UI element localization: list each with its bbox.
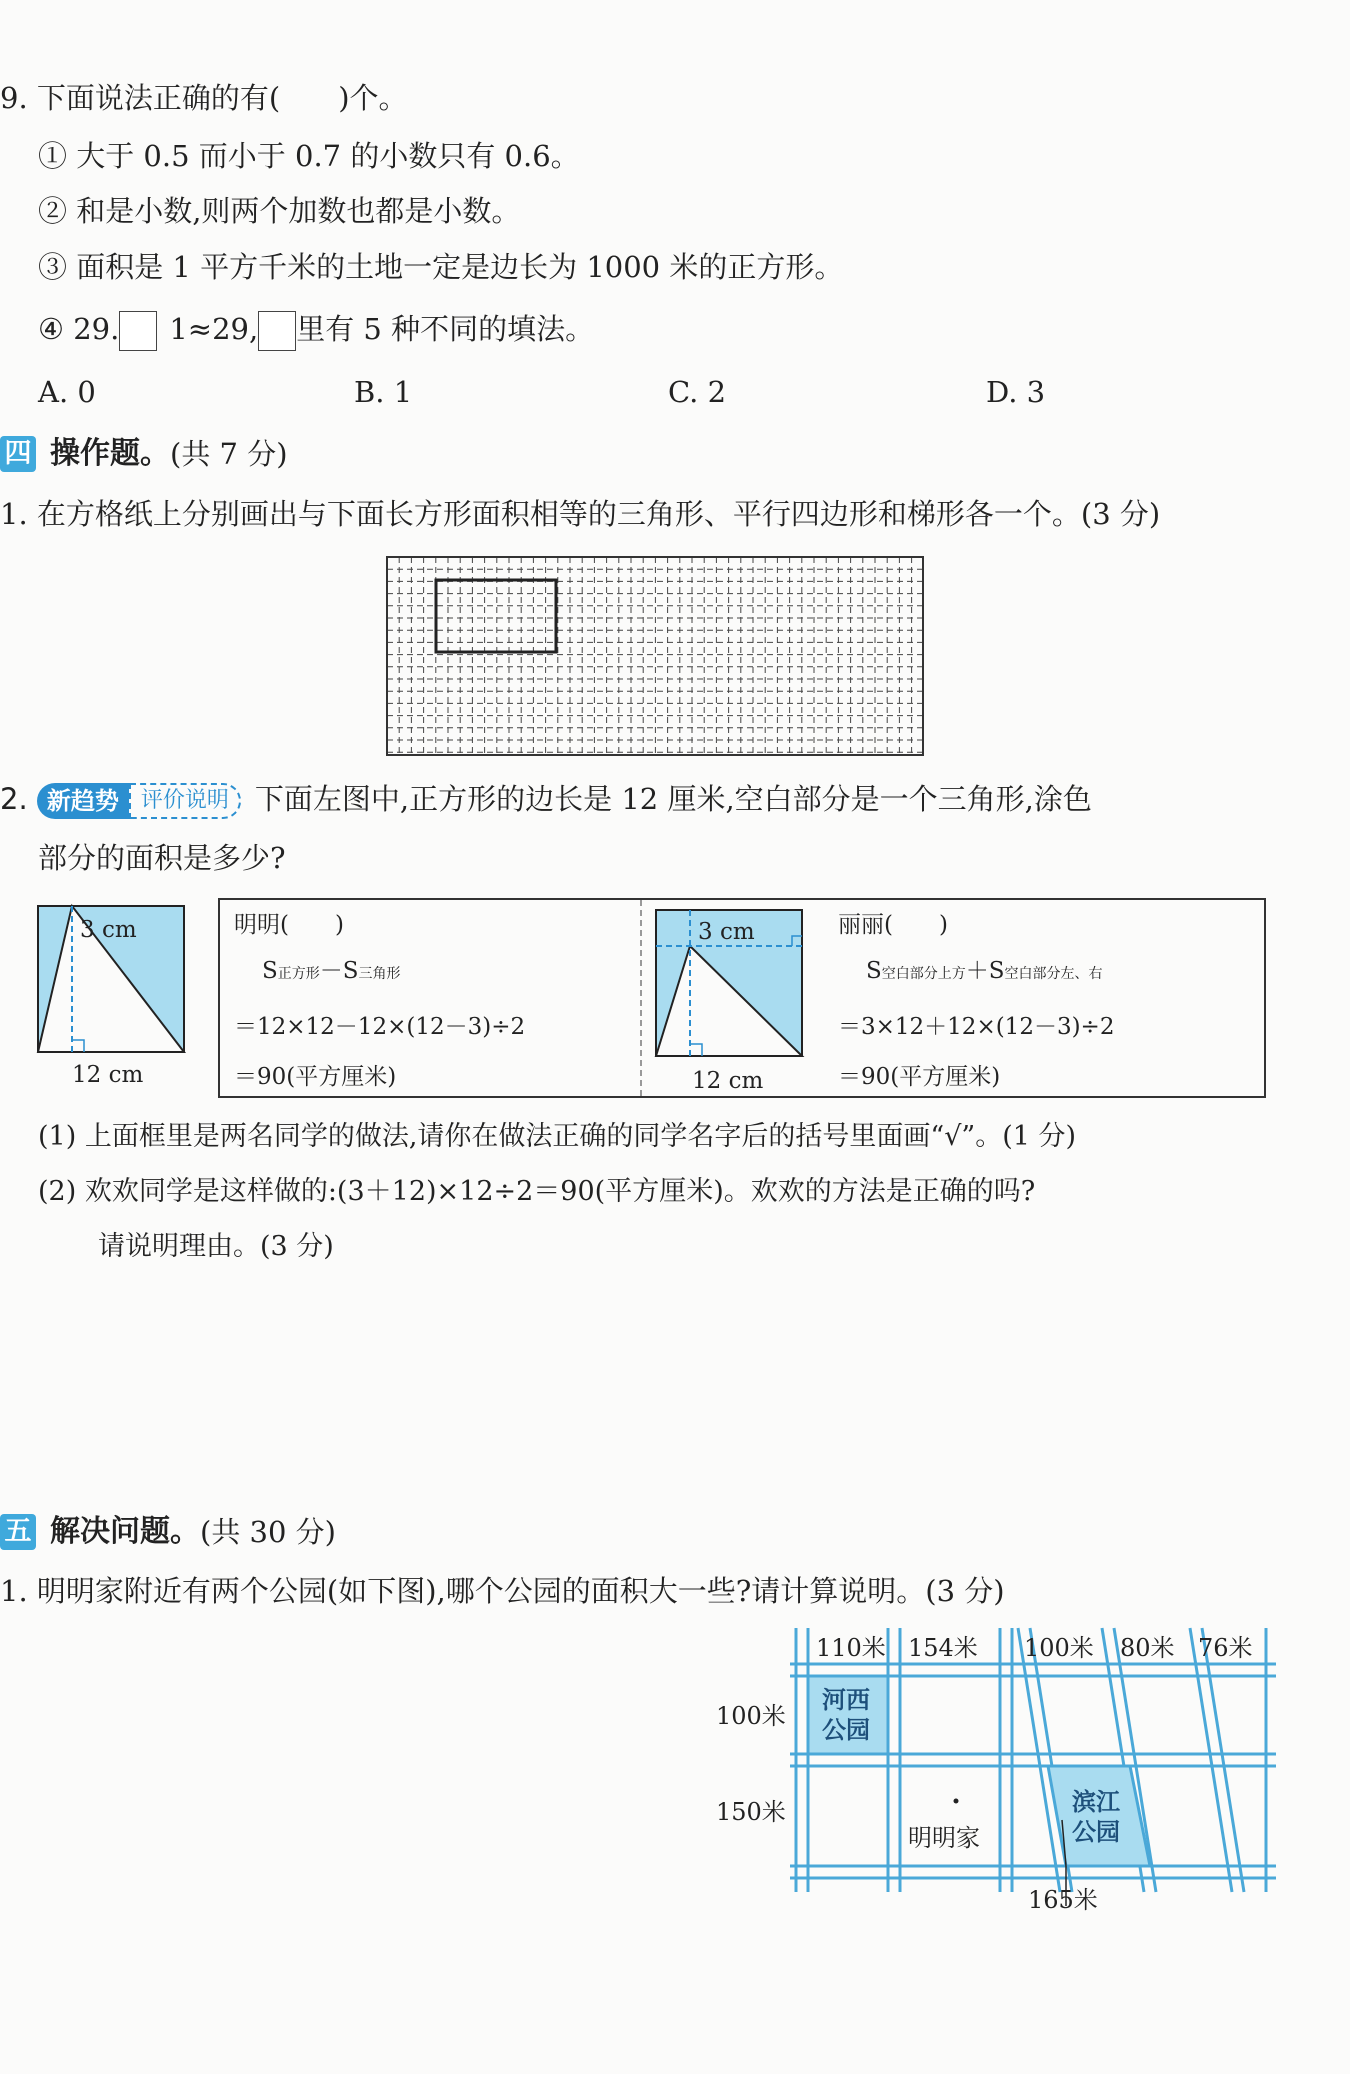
section-title: 操作题。 [50,436,170,471]
sec4-q1: 1. 在方格纸上分别画出与下面长方形面积相等的三角形、平行四边形和梯形各一个。(3 分) [0,497,1161,531]
section-5-header [0,1510,336,1552]
park-binjiang [1048,1766,1150,1866]
li-name[interactable]: 丽丽( ) [838,912,948,938]
given-rectangle [436,580,556,652]
sec4-sub2b: 请说明理由。(3 分) [98,1231,334,1262]
q9-option-d[interactable]: D. 3 [986,375,1046,409]
li-line2: ＝3×12＋12×(12－3)÷2 [838,1014,1115,1040]
fig-label-top: 3 cm [80,917,137,943]
ming-s: S [262,958,278,984]
q9-option-c[interactable]: C. 2 [668,375,727,409]
sec4-sub2: (2) 欢欢同学是这样做的:(3＋12)×12÷2＝90(平方厘米)。欢欢的方法是正确的吗? [38,1176,1036,1207]
section-note: (共 30 分) [200,1515,336,1549]
section-badge: 四 [0,436,36,472]
width-76: 76米 [1198,1634,1253,1662]
box-divider [640,900,642,1096]
q9-statement-3: ③ 面积是 1 平方千米的土地一定是边长为 1000 米的正方形。 [38,250,844,284]
park-map [710,1620,1282,1920]
section-title: 解决问题。 [50,1514,200,1549]
ming-line3: ＝90(平方厘米) [234,1064,397,1090]
li-s: S [866,958,882,984]
park2-label-2: 公园 [1072,1817,1120,1846]
li-sub1: 空白部分上方 [881,966,966,982]
width-110: 110米 [816,1634,886,1662]
park1-label-2: 公园 [822,1715,870,1744]
square-figure-2 [652,906,812,1096]
sec4-q2-line2: 部分的面积是多少? [38,841,286,875]
sec5-q1: 1. 明明家附近有两个公园(如下图),哪个公园的面积大一些?请计算说明。(3 分) [0,1574,1005,1608]
fig2-label-top: 3 cm [698,919,755,945]
ming-minus: －S [319,958,359,984]
height-150: 150米 [716,1798,786,1826]
q9-s4-prefix: ④ 29. [38,312,120,346]
q9-s4-mid: 1≈29, [169,312,259,346]
q9-stem: 9. 下面说法正确的有( )个。 [0,81,408,115]
square-figure [34,900,194,1090]
trend-tag: 新趋势 [37,783,129,819]
q9-option-a[interactable]: A. 0 [38,375,96,409]
li-line3: ＝90(平方厘米) [838,1064,1001,1090]
methods-box [218,898,1266,1098]
ming-line1 [262,952,401,985]
fig2-label-bottom: 12 cm [692,1068,764,1094]
ming-line2: ＝12×12－12×(12－3)÷2 [234,1014,526,1040]
width-100: 100米 [1024,1634,1094,1662]
q9-s4-suffix: 里有 5 种不同的填法。 [296,312,595,346]
sec4-q2-line1 [0,779,1092,819]
section-note: (共 7 分) [170,437,288,471]
fig-label-bottom: 12 cm [72,1062,144,1088]
sec4-sub1: (1) 上面框里是两名同学的做法,请你在做法正确的同学名字后的括号里面画“√”。(1 分) [38,1121,1077,1152]
width-80: 80米 [1120,1634,1175,1662]
home-dot [954,1799,959,1804]
width-154: 154米 [908,1634,978,1662]
li-plus: ＋S [965,958,1005,984]
q9-option-b[interactable]: B. 1 [354,375,413,409]
blank-box[interactable] [119,311,157,351]
ming-sub1: 正方形 [277,966,320,982]
blank-box[interactable] [258,311,296,351]
height-100: 100米 [716,1702,786,1730]
grid-paper[interactable] [385,555,925,757]
li-sub2: 空白部分左、右 [1004,966,1103,982]
park1-label-1: 河西 [822,1685,870,1714]
q2-text: 下面左图中,正方形的边长是 12 厘米,空白部分是一个三角形,涂色 [254,782,1092,816]
ming-name[interactable]: 明明( ) [234,912,344,938]
eval-tag: 评价说明 [129,783,241,819]
section-4-header [0,432,288,474]
q9-statement-4 [38,309,594,351]
ming-sub2: 三角形 [358,966,401,982]
bottom-165: 165米 [1028,1886,1098,1914]
q9-statement-2: ② 和是小数,则两个加数也都是小数。 [38,194,521,228]
q9-statement-1: ① 大于 0.5 而小于 0.7 的小数只有 0.6。 [38,139,580,173]
section-badge: 五 [0,1514,36,1550]
home-label: 明明家 [908,1824,980,1852]
li-line1 [866,952,1103,985]
q2-number: 2. [0,782,37,816]
park2-label-1: 滨江 [1072,1787,1120,1816]
